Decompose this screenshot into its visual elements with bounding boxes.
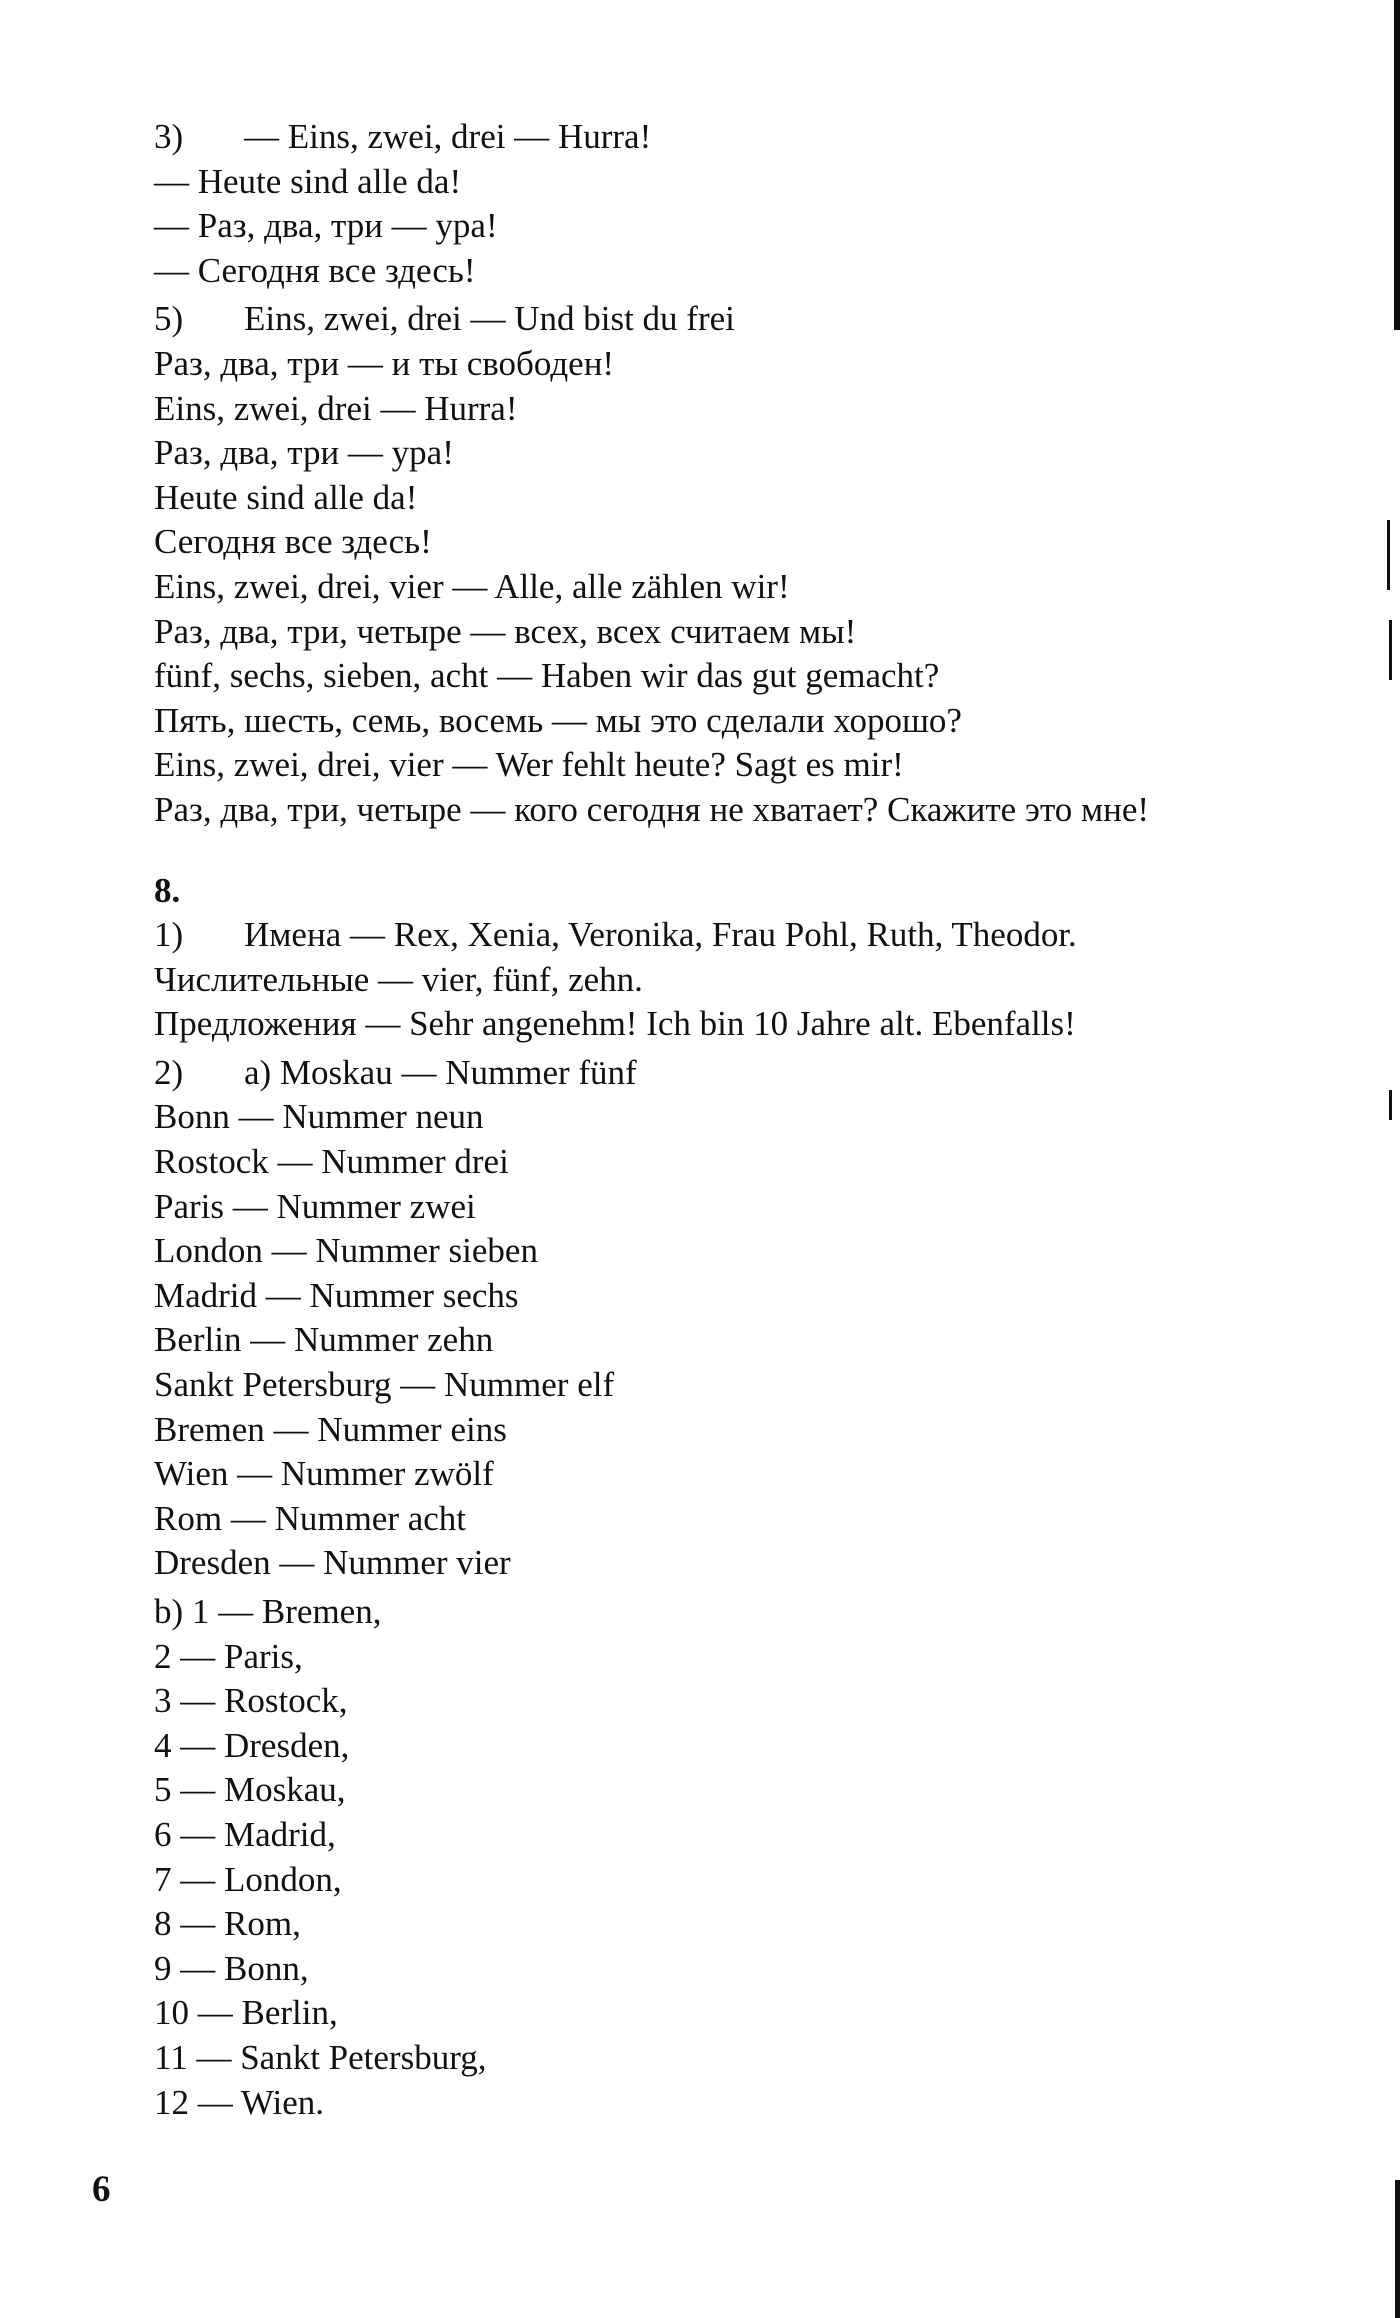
part-2b-line-7: 7 — London, xyxy=(154,1859,342,1899)
poem-5-line-3: Eins, zwei, drei — Hurra! xyxy=(154,388,518,428)
poem-5-line-9: fünf, sechs, sieben, acht — Haben wir das gut gemacht? xyxy=(154,656,940,696)
part-2b-line-9: 9 — Bonn, xyxy=(154,1948,309,1988)
part-2b-line-2: 2 — Paris, xyxy=(154,1636,303,1676)
poem-5-line-12: Раз, два, три, четыре — кого сегодня не хватает? Скажите это мне! xyxy=(154,789,1150,829)
scan-edge-bottom xyxy=(1395,2180,1400,2318)
part-2b-line-6: 6 — Madrid, xyxy=(154,1814,336,1854)
part-2a-line-9: Bremen — Nummer eins xyxy=(154,1409,507,1449)
part-2b-line-12: 12 — Wien. xyxy=(154,2082,325,2122)
poem-5-number: 5) xyxy=(154,299,184,339)
poem-5-line-10: Пять, шесть, семь, восемь — мы это сделали хорошо? xyxy=(154,700,962,740)
poem-3-line-2: — Heute sind alle da! xyxy=(154,161,462,201)
poem-5-line-7: Eins, zwei, drei, vier — Alle, alle zählen wir! xyxy=(154,566,790,606)
poem-3-number: 3) xyxy=(154,117,184,156)
part-1-number: 1) xyxy=(154,915,184,955)
part-2b-line-8: 8 — Rom, xyxy=(154,1904,301,1944)
part-2a-line-3: Rostock — Nummer drei xyxy=(154,1142,509,1182)
part-2a-line-10: Wien — Nummer zwölf xyxy=(154,1454,494,1494)
part-2a-line-8: Sankt Petersburg — Nummer elf xyxy=(154,1365,615,1405)
section-8-title: 8. xyxy=(154,870,181,910)
part-2a-line-6: Madrid — Nummer sechs xyxy=(154,1275,519,1315)
poem-5-line-2: Раз, два, три — и ты свободен! xyxy=(154,343,615,383)
part-2b-line-5: 5 — Moskau, xyxy=(154,1770,346,1810)
part-1-line-2: Числительные — vier, fünf, zehn. xyxy=(154,959,643,999)
scan-edge-top xyxy=(1394,0,1400,330)
poem-5-line-4: Раз, два, три — ура! xyxy=(154,433,454,473)
part-2b-line-4: 4 — Dresden, xyxy=(154,1725,350,1765)
page-number: 6 xyxy=(92,2169,111,2210)
scan-edge-mark-1 xyxy=(1387,520,1390,590)
part-2b-line-3: 3 — Rostock, xyxy=(154,1681,348,1721)
poem-5-line-6: Сегодня все здесь! xyxy=(154,522,432,562)
part-2a-line-1: 2) a) Moskau — Nummer fünf xyxy=(154,1051,1284,1096)
poem-3-line-4: — Сегодня все здесь! xyxy=(154,250,476,290)
part-1-line-1: 1) Имена — Rex, Xenia, Veronika, Frau Pohl, Ruth, Theodor. xyxy=(154,913,1284,958)
part-2b-line-1: b) 1 — Bremen, xyxy=(154,1592,382,1631)
poem-5-line-8: Раз, два, три, четыре — всех, всех считаем мы! xyxy=(154,611,857,651)
scan-edge-mark-2 xyxy=(1389,620,1392,680)
poem-3-line-1: 3) — Eins, zwei, drei — Hurra! xyxy=(154,115,1284,160)
part-1-line-3: Предложения — Sehr angenehm! Ich bin 10 Jahre alt. Ebenfalls! xyxy=(154,1004,1076,1044)
part-2a-line-5: London — Nummer sieben xyxy=(154,1231,538,1271)
page-content xyxy=(154,115,1284,2125)
part-2a-line-12: Dresden — Nummer vier xyxy=(154,1543,511,1583)
part-2b-line-11: 11 — Sankt Petersburg, xyxy=(154,2037,487,2077)
poem-5-line-5: Heute sind alle da! xyxy=(154,477,418,517)
poem-3-line-3: — Раз, два, три — ура! xyxy=(154,206,498,246)
part-2a-line-7: Berlin — Nummer zehn xyxy=(154,1320,494,1360)
part-2a-line-11: Rom — Nummer acht xyxy=(154,1498,467,1538)
part-2b-line-10: 10 — Berlin, xyxy=(154,1993,338,2033)
poem-5-line-1: 5) Eins, zwei, drei — Und bist du frei xyxy=(154,297,1284,342)
poem-5-line-11: Eins, zwei, drei, vier — Wer fehlt heute? Sagt es mir! xyxy=(154,745,904,785)
part-2a-line-4: Paris — Nummer zwei xyxy=(154,1186,476,1226)
part-2-number: 2) xyxy=(154,1052,184,1092)
scan-edge-mark-3 xyxy=(1389,1090,1392,1120)
part-2a-line-2: Bonn — Nummer neun xyxy=(154,1097,484,1137)
